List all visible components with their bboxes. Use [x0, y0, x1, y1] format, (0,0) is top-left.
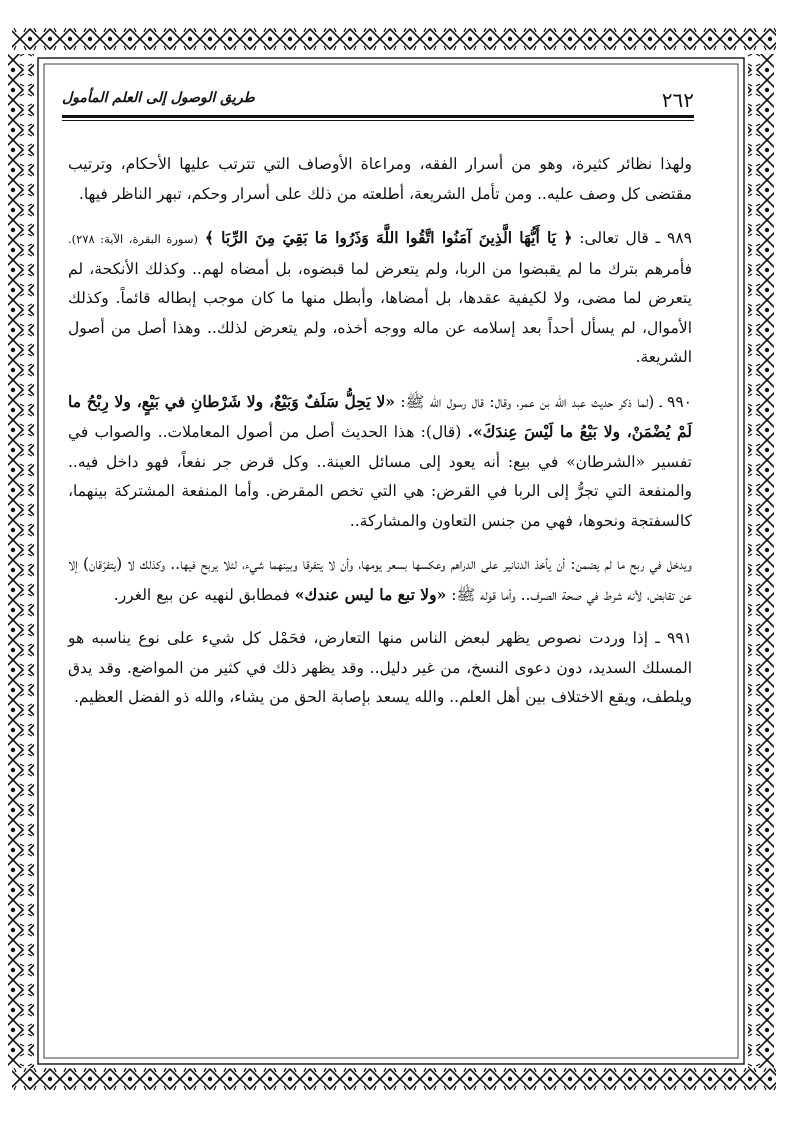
paragraph-number: ٩٨٩ ـ	[655, 229, 693, 247]
quran-verse: ﴿ يَا أَيُّهَا الَّذِينَ آمَنُوا اتَّقُوا اللَّهَ وَذَرُوا مَا بَقِيَ مِنَ الرِّبَا ﴾	[204, 228, 573, 247]
paragraph-lead: (لما ذكر حديث عبد الله بن عمر، وقال: قال رسول الله ﷺ:	[400, 392, 655, 411]
paragraph-text: فمطابق لنهيه عن بيع الغرر.	[113, 585, 290, 604]
paragraph-text: فأمرهم بترك ما لم يقبضوا من الربا، ولم يتعرض لما قبضوه، بل أمضاه لهم.. وكذلك الأنكحة، لم يتعرض لما مضى، ولا لكيفية عقدها، بل أمضاها، وأبطل منها ما كان موجب إبطاله قائماً. وكذلك الأموال، لم يسأل أحداً بعد إسلامه عن ماله ووجه أخذه، ولم يتعرض لذلك.. وهذا أصل من أصول الشريعة.	[68, 259, 692, 366]
running-title: طريق الوصول إلى العلم المأمول	[62, 90, 255, 106]
hadith-text: «لا يَحِلُّ سَلَفٌ وَبَيْعٌ، ولا شَرْطانِ في بَيْعٍ، ولا رِبْحُ ما لَمْ يُضْمَنْ، ولا بَيْعُ ما لَيْسَ عِندَكَ».	[68, 391, 692, 441]
header-rule	[62, 115, 694, 118]
header-rule-thin	[62, 120, 694, 121]
paragraph-991	[68, 624, 692, 713]
verse-reference: (سورة البقرة، الآية: ٢٧٨).	[68, 232, 199, 246]
paragraph-990	[68, 387, 692, 537]
paragraph-text: ويدخل في ربح ما لم يضمن: أن يأخذ الدنانير على الدراهم وعكسها بسعر يومها، وأن لا يتفرقا وبينهما شيء، لئلا يربح فيها.. وكذلك لا (يتفرّقان) إلا عن تقابض، لأنه شرط في صحة الصرف.. وأما قوله ﷺ:	[68, 555, 692, 604]
paragraph: ولهذا نظائر كثيرة، وهو من أسرار الفقه، ومراعاة الأوصاف التي تترتب عليها الأحكام، وترتيب مقتضى كل وصف عليه.. ومن تأمل الشريعة، أطلعته من ذلك على أسرار وحكم، تبهر الناظر فيها.	[68, 155, 692, 203]
paragraph-text: (قال): هذا الحديث أصل من أصول المعاملات.. والصواب في تفسير «الشرطان» في بيع: أنه يعود إلى مسائل العينة.. وكل قرض جر نفعاً، فهو داخل فيه.. والمنفعة التي تجرُّ إلى الربا في القرض: هي التي تخص المقرض. وأما المنفعة المشتركة بينهما، كالسفتجة ونحوها، فهي من جنس التعاون والمشاركة..	[68, 423, 692, 530]
paragraph-989	[68, 223, 692, 373]
paragraph-number: ٩٩٠ ـ	[659, 392, 693, 411]
hadith-text: «ولا تبع ما ليس عندك»	[294, 584, 447, 604]
paragraph	[68, 550, 692, 610]
paragraph-lead: قال تعالى:	[579, 229, 649, 247]
paragraph-text: إذا وردت نصوص يظهر لبعض الناس منها التعارض، فحَمْل كل شيء على نوع يناسبه هو المسلك السديد، دون دعوى النسخ، من غير دليل.. وقد يظهر ذلك في كثير من المواضع. وقد يدق ويلطف، ويقع الاختلاف بين أهل العلم.. والله يسعد بإصابة الحق من يشاء، والله ذو الفضل العظيم.	[68, 629, 692, 706]
page-header	[62, 84, 694, 120]
paragraph-number: ٩٩١ ـ	[655, 629, 692, 647]
page-body	[68, 150, 692, 713]
page-number: ٢٦٢	[661, 88, 694, 112]
